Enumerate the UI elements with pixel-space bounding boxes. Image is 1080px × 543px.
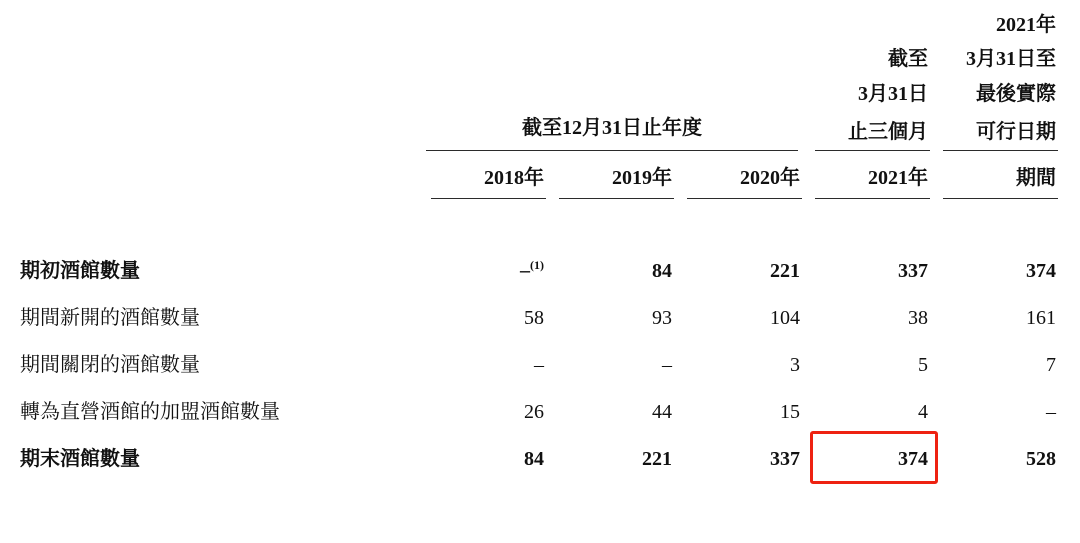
header-year-2018: 2018年 (484, 166, 544, 189)
header-spacer (804, 8, 932, 42)
row-value: 221 (642, 447, 672, 470)
header-line-1 (20, 8, 1060, 42)
header-col4-line3: 止三個月 (848, 121, 928, 144)
header-col5-line3: 最後實際 (976, 82, 1056, 105)
table-row (20, 339, 1060, 386)
row-value-text: – (520, 259, 530, 282)
header-spacer (420, 8, 548, 42)
row-value: 84 (652, 259, 672, 282)
header-spacer (20, 77, 420, 111)
header-spacer (676, 42, 804, 76)
row-value: 337 (770, 447, 800, 470)
row-value: 528 (1026, 447, 1056, 470)
row-value: 104 (770, 306, 800, 329)
header-year-2020: 2020年 (740, 166, 800, 189)
row-value: 15 (780, 400, 800, 423)
row-label: 期末酒館數量 (20, 447, 140, 470)
row-value: 44 (652, 400, 672, 423)
header-group-label: 截至12月31日止年度 (522, 117, 702, 140)
footnote-marker: (1) (530, 257, 544, 272)
row-value: 161 (1026, 306, 1056, 329)
row-label: 轉為直營酒館的加盟酒館數量 (20, 400, 280, 423)
header-year-row (20, 151, 1060, 198)
table-row (20, 292, 1060, 339)
header-spacer (20, 111, 420, 149)
row-value: – (662, 353, 672, 376)
header-line-4 (20, 111, 1060, 149)
row-value: 84 (524, 447, 544, 470)
header-col4-line2: 3月31日 (858, 82, 928, 105)
row-value: 93 (652, 306, 672, 329)
row-label: 期間新開的酒館數量 (20, 306, 200, 329)
header-spacer (548, 42, 676, 76)
header-spacer (20, 8, 420, 42)
row-value: 3 (790, 353, 800, 376)
table-row (20, 433, 1060, 480)
row-value-highlighted (804, 433, 932, 480)
row-label: 期初酒館數量 (20, 259, 140, 282)
gap-cell (20, 199, 1060, 245)
row-value: 374 (1026, 259, 1056, 282)
table-row (20, 386, 1060, 433)
row-value: 26 (524, 400, 544, 423)
row-value (420, 245, 548, 292)
header-spacer (420, 42, 548, 76)
header-spacer (20, 42, 420, 76)
header-spacer (548, 8, 676, 42)
header-body-gap (20, 199, 1060, 245)
table-row (20, 245, 1060, 292)
header-col4-line1: 截至 (888, 48, 928, 71)
header-line-2 (20, 42, 1060, 76)
header-spacer (676, 77, 804, 111)
row-value: 58 (524, 306, 544, 329)
row-value: 38 (908, 306, 928, 329)
header-spacer (420, 77, 548, 111)
header-line-3 (20, 77, 1060, 111)
header-col5-line4: 可行日期 (976, 121, 1056, 144)
highlighted-value-text: 374 (898, 447, 928, 470)
row-value: 7 (1046, 353, 1056, 376)
row-label: 期間關閉的酒館數量 (20, 353, 200, 376)
header-period-label: 期間 (1016, 166, 1056, 189)
row-value: 4 (918, 400, 928, 423)
header-col5-line1: 2021年 (996, 14, 1056, 36)
header-year-2019: 2019年 (612, 166, 672, 189)
store-count-table (20, 8, 1060, 480)
row-value: 337 (898, 259, 928, 282)
header-spacer (548, 77, 676, 111)
header-year-2021: 2021年 (868, 166, 928, 189)
header-spacer (20, 151, 420, 198)
row-value: – (534, 353, 544, 376)
header-col5-line2: 3月31日至 (966, 48, 1056, 71)
row-value: – (1046, 400, 1056, 423)
row-value: 5 (918, 353, 928, 376)
header-spacer (676, 8, 804, 42)
row-value: 221 (770, 259, 800, 282)
